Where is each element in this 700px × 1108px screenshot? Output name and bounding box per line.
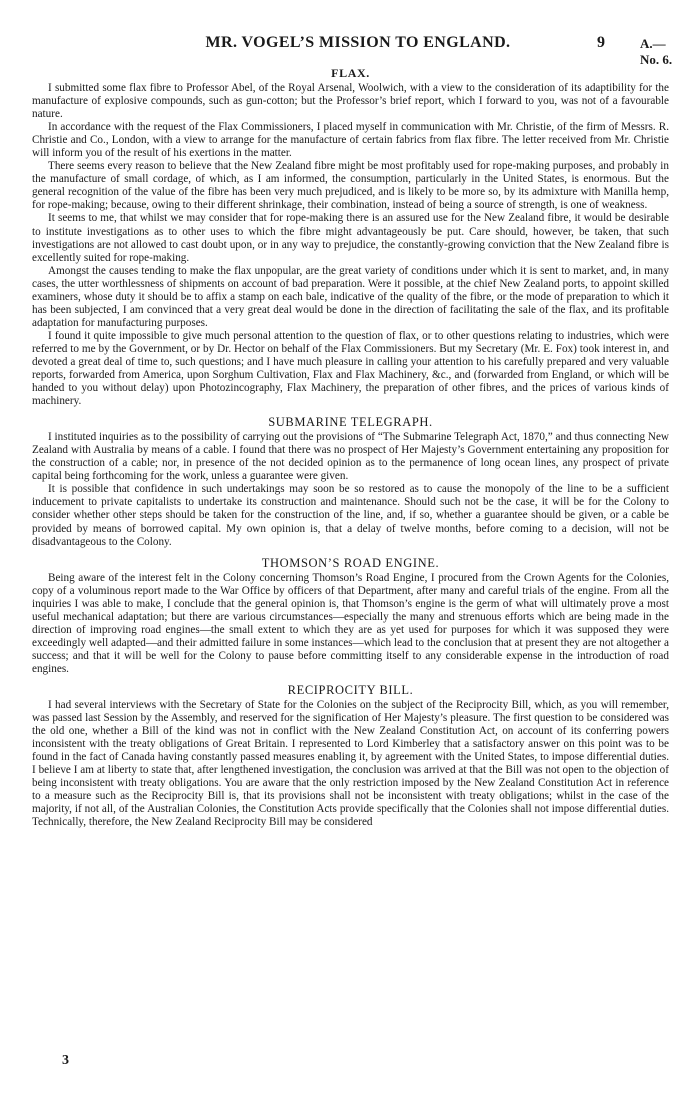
document-reference: A.—No. 6. xyxy=(640,36,673,67)
paragraph: Being aware of the interest felt in the Colony concerning Thomson’s Road Engine, I procured from the Crown Agents for the Colonies, copy of a voluminous report made to the War Office by officers of that Department, after many and careful trials of the engine. From all the inquiries I was able to make, I conclude that the general opinion is, that Thomson’s engine is the germ of what will ultimately prove a most useful mechanical adaptation; but there are various circumstances—especially the many and strenuous efforts which are being made in the direction of improving road engines—the small extent to which they are as yet used for purposes for which it was supposed they were exceedingly well adapted—and their admitted failure in some instances—which lead to the conclusion that at present they are not altogether a success; and that it will be well for the Colony to pause before committing itself to any considerable expense in the introduction of road engines. xyxy=(32,571,669,675)
paragraph: There seems every reason to believe that the New Zealand fibre might be most profitably used for rope-making purposes, and probably in the manufacture of small cordage, of which, as I am informed, the consumption, particularly in the United States, is enormous. But the general recognition of the value of the fibre has been very much prejudiced, and is likely to be more so, by its admixture with Manilla hemp, for rope-making; because, owing to their different shrinkage, their combination, instead of being a source of strength, is one of weakness. xyxy=(32,160,669,212)
section-submarine-telegraph xyxy=(32,415,669,548)
section-heading: RECIPROCITY BILL. xyxy=(287,682,414,697)
section-heading: FLAX. xyxy=(331,66,370,80)
section-road-engine xyxy=(32,556,669,676)
page-number: 9 xyxy=(597,34,605,51)
running-title: MR. VOGEL’S MISSION TO ENGLAND. xyxy=(205,34,511,51)
section-heading: SUBMARINE TELEGRAPH. xyxy=(268,415,433,430)
paragraph: In accordance with the request of the Flax Commissioners, I placed myself in communication with Mr. Christie, of the firm of Messrs. R. Christie and Co., London, with a view to arrange for the manufacture of certain fabrics from flax fibre. The letter received from Mr. Christie will inform you of the result of his exertions in the matter. xyxy=(32,121,669,160)
running-header xyxy=(32,34,684,67)
printer-signature-mark: 3 xyxy=(62,1053,69,1068)
body-text xyxy=(32,66,669,837)
section-reciprocity-bill xyxy=(32,683,669,829)
paragraph: It is possible that confidence in such undertakings may soon be so restored as to cause the monopoly of the line to be a sufficient inducement to private capitalists to undertake its construction and maintenance. Should such not be the case, it will be for the Colony to consider whether other steps should be taken for the construction of the line, and, if so, whether a guarantee should be given, or a cable be provided by means of borrowed capital. My own opinion is, that a delay of twelve months, before coming to a decision, will not be disadvantageous to the Colony. xyxy=(32,483,669,548)
paragraph: I had several interviews with the Secretary of State for the Colonies on the subject of the Reciprocity Bill, which, as you will remember, was passed last Session by the Assembly, and reserved for the signification of Her Majesty’s pleasure. The first question to be considered was the old one, whether a Bill of the kind was not in conflict with the New Zealand Constitution Act, on account of its conferring powers inconsistent with the treaty obligations of Great Britain. I represented to Lord Kimberley that a satisfactory answer on this point was to be found in the fact of Canada having constantly passed measures enabling it, by agreement with the United States, to impose differential duties. I believe I am at liberty to state that, after lengthened investigation, the conclusion was arrived at that the Bill was not open to the objection of being inconsistent with treaty obligations. You are aware that the only restriction imposed by the New Zealand Constitution Act in reference to a measure such as the Reciprocity Bill is, that its provisions shall not be inconsistent with treaty obligations; whilst in the case of the majority, if not all, of the Australian Colonies, the Constitution Acts provide specifically that the Colonies shall not impose differential duties. Technically, therefore, the New Zealand Reciprocity Bill may be considered xyxy=(32,698,669,829)
paragraph: I found it quite impossible to give much personal attention to the question of flax, or to other questions relating to industries, which were referred to me by the Government, or by Dr. Hector on behalf of the Flax Commissioners. But my Secretary (Mr. E. Fox) took interest in, and devoted a great deal of time to, such questions; and I have much pleasure in calling your attention to his carefully prepared and very valuable reports, forwarded from America, upon Sorghum Cultivation, Flax and Flax Machinery, &c., and (forwarded from England, or which will be handed to you without delay) upon Photozincography, Flax Machinery, the preparation of other fibres, and the prices of various kinds of machinery. xyxy=(32,329,669,408)
paragraph: Amongst the causes tending to make the flax unpopular, are the great variety of conditions under which it is sent to market, and, in many cases, the utter worthlessness of shipments on account of bad preparation. Were it possible, at the chief New Zealand ports, to appoint skilled examiners, whose duty it should be to affix a stamp on each bale, indicative of the quality of the fibre, or the mode of preparation to which it has been subjected, I am convinced that a very great deal would be done in the direction of facilitating the sale of the flax, and its profitable adaptation for manufacturing purposes. xyxy=(32,264,669,329)
section-heading: THOMSON’S ROAD ENGINE. xyxy=(261,555,440,570)
paragraph: I submitted some flax fibre to Professor Abel, of the Royal Arsenal, Woolwich, with a view to the consideration of its adaptibility for the manufacture of explosive compounds, such as gun-cotton; but the Professor’s brief report, which I forward to you, was not of a favourable nature. xyxy=(32,82,669,121)
paragraph: It seems to me, that whilst we may consider that for rope-making there is an assured use for the New Zealand fibre, it would be desirable to institute investigations as to other uses to which the fibre might advantageously be put. Care should, however, be taken, that such investigations are not allowed to cast doubt upon, or in any way to prejudice, the constantly-growing conviction that the New Zealand fibre is excellently suited for rope-making. xyxy=(32,212,669,264)
paragraph: I instituted inquiries as to the possibility of carrying out the provisions of “The Submarine Telegraph Act, 1870,” and thus connecting New Zealand with Australia by means of a cable. I found that there was no prospect of Her Majesty’s Government entertaining any proposition for the construction of a cable; nor, in presence of the not decided opinion as to the permanence of long ocean lines, any prospect of private capital being forthcoming for the work, unless a guarantee were given. xyxy=(32,431,669,483)
section-flax xyxy=(32,66,669,408)
